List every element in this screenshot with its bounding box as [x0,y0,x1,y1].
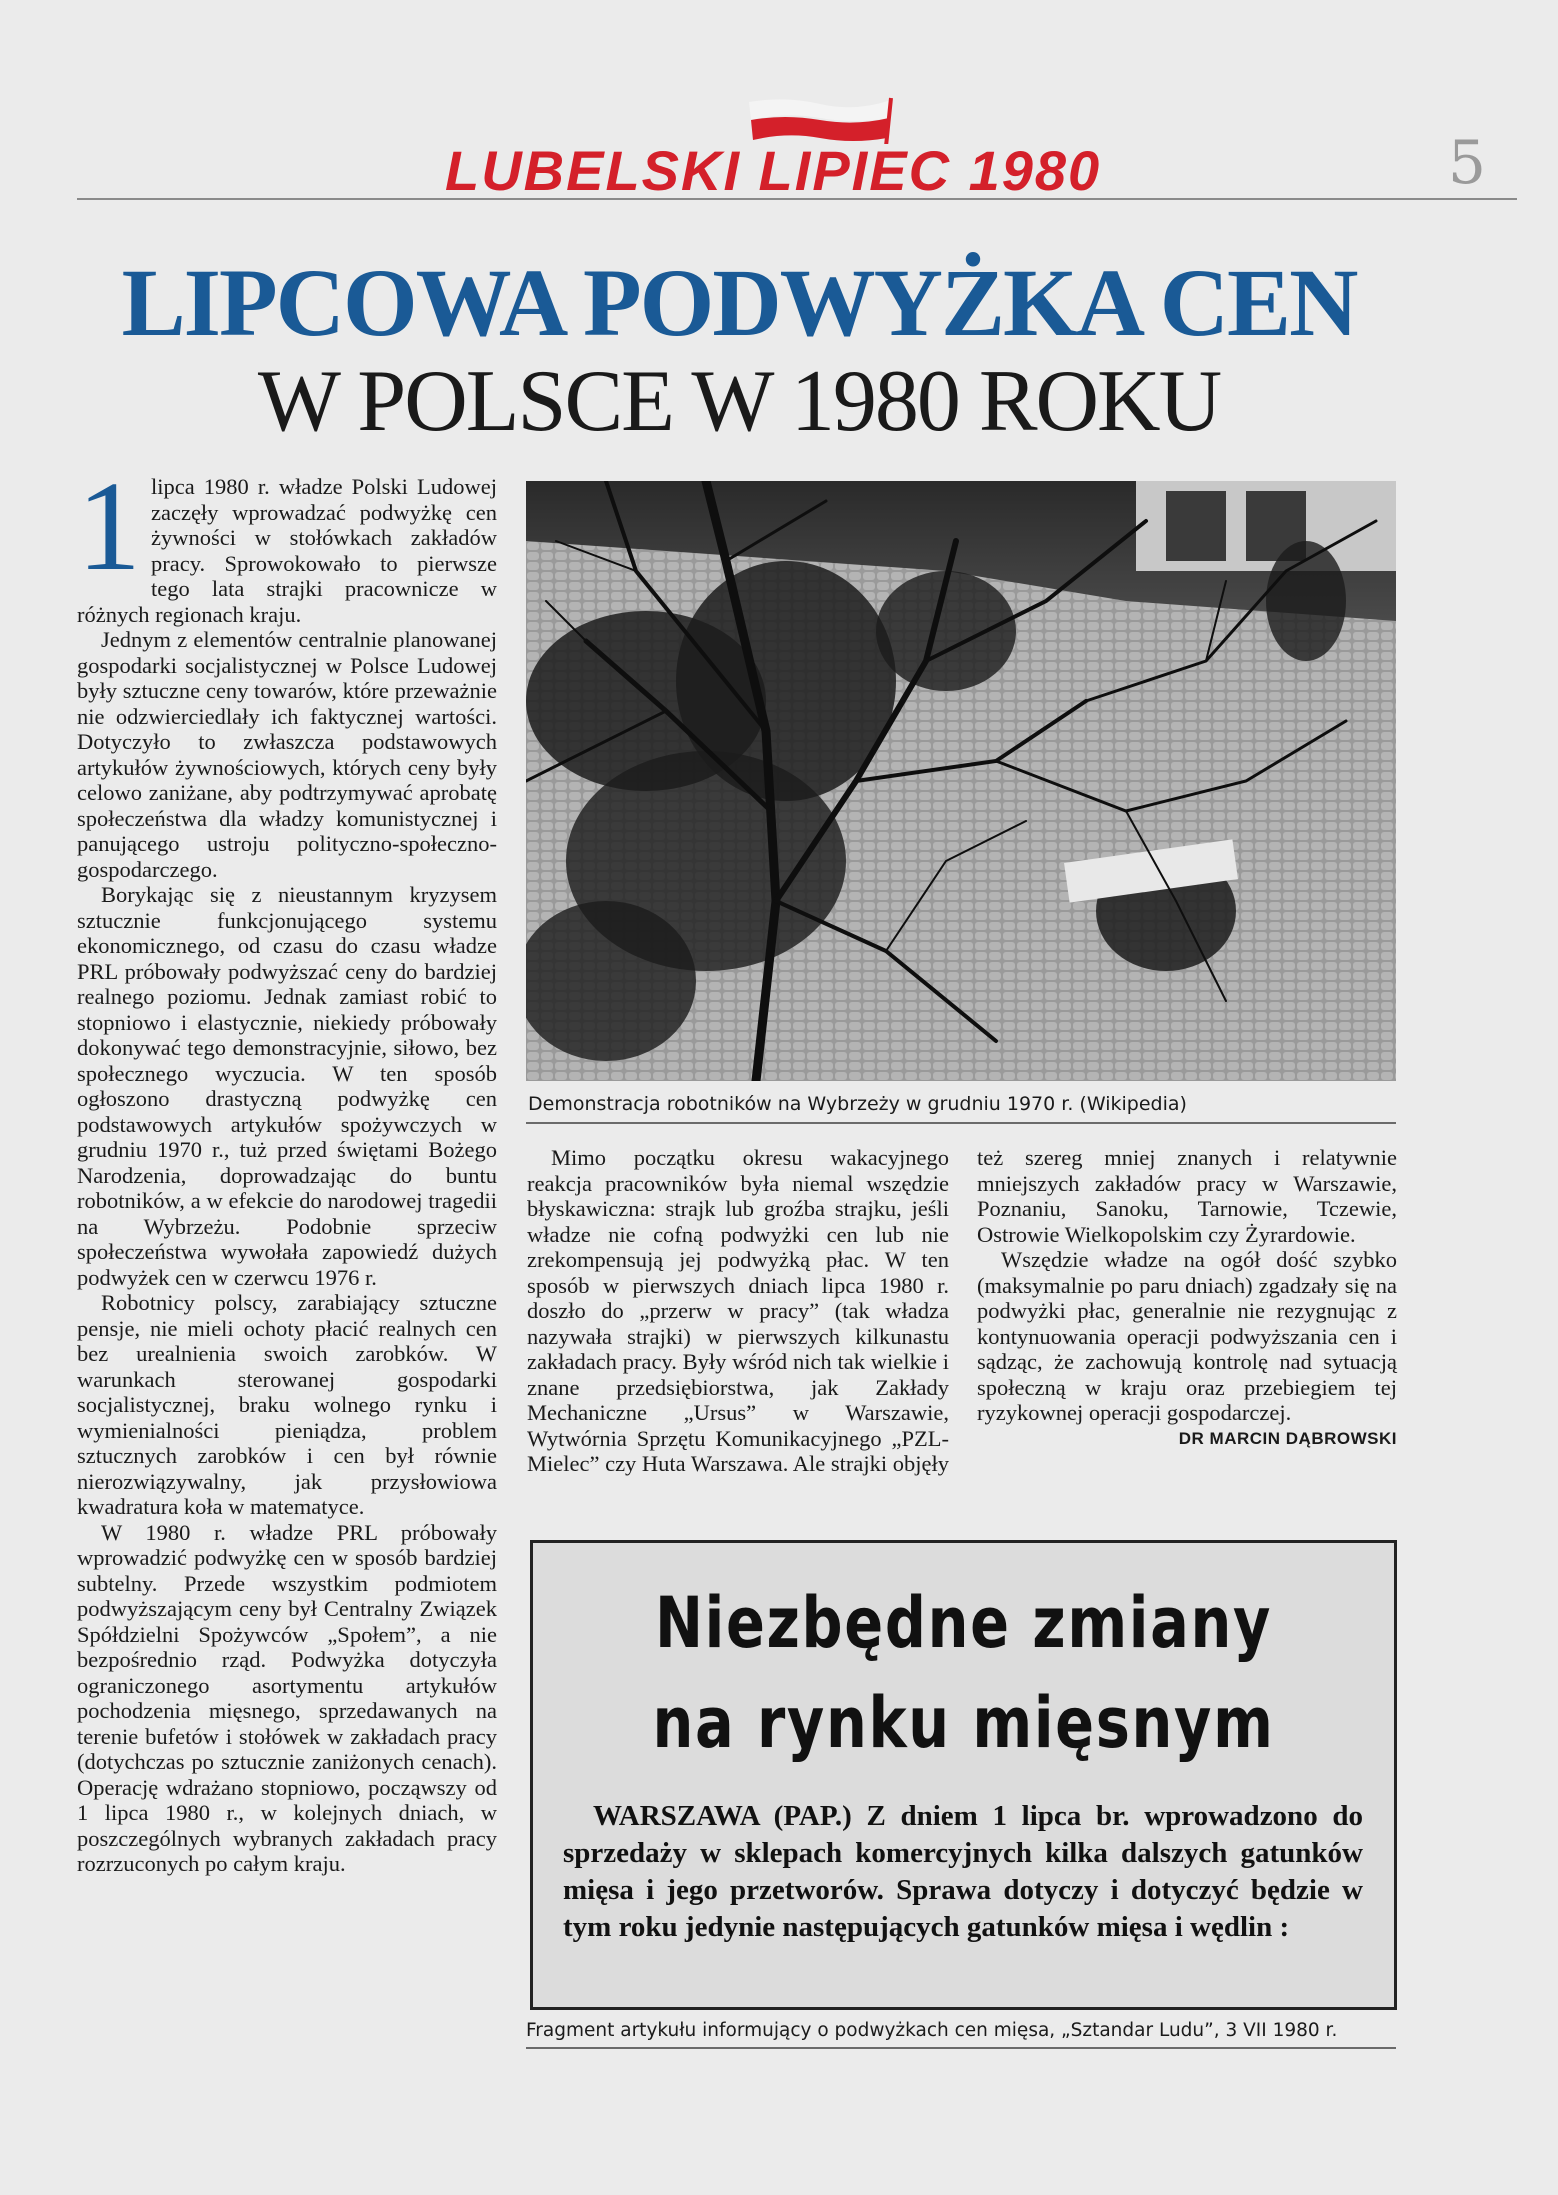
article-column-2 [527,1145,949,1477]
article-paragraph: Wszędzie władze na ogół dość szybko (maksymalnie po paru dniach) zgadzały się na podwyżki płac, generalnie nie rezygnując z kontynuowania operacji podwyższania cen i sądząc, że zachowują kontrolę nad sytuacją społeczną w kraju oraz przebiegiem tej ryzykownej operacji gospodarczej. [977,1247,1397,1425]
newspaper-clipping [530,1540,1397,2010]
article-paragraph: 1 lipca 1980 r. władze Polski Ludowej zaczęły wprowadzać podwyżkę cen żywności w stołówkach zakładów pracy. Sprowokowało to pierwsze tego lata strajki pracownicze w różnych regionach kraju. [77,455,497,627]
photo-illustration [526,481,1396,1081]
article-paragraph: Robotnicy polscy, zarabiający sztuczne pensje, nie mieli ochoty płacić realnych cen bez urealnienia swoich zarobków. W warunkach sterowanej gospodarki socjalistycznej, braku wolnego rynku i wymienialności pieniądza, problem sztucznych zarobków i cen był równie nierozwiązywalny, jak przysłowiowa kwadratura koła w matematyce. [77,1290,497,1519]
clipping-headline-line-1: Niezbędne zmiany [654,1582,1273,1664]
masthead-logo [445,120,1102,202]
headline-sub: W POLSCE W 1980 ROKU [257,353,1221,450]
article-paragraph: Borykając się z nieustannym kryzysem sztucznie funkcjonującego systemu ekonomicznego, od czasu do czasu władze PRL próbowały podwyższać ceny do bardziej realnego poziomu. Jednak zamiast robić to stopniowo i elastycznie, niekiedy próbowały dokonywać tego demonstracyjnie, siłowo, bez społecznego wyczucia. W ten sposób ogłoszono drastyczną podwyżkę cen podstawowych artykułów spożywczych w grudniu 1970 r., tuż przed świętami Bożego Narodzenia, doprowadzając do buntu robotników, a w efekcie do narodowej tragedii na Wybrzeżu. Podobnie sprzeciw społeczeństwa wywołała zapowiedź dużych podwyżek cen w czerwcu 1976 r. [77,882,497,1290]
page-number: 5 [1447,128,1486,198]
caption-divider [526,1122,1396,1124]
article-column-1 [77,455,497,1877]
article-paragraph: Jednym z elementów centralnie planowanej gospodarki socjalistycznej w Polsce Ludowej były sztuczne ceny towarów, które przeważnie nie odzwierciedlały ich faktycznej wartości. Dotyczyło to zwłaszcza podstawowych artykułów żywnościowych, których ceny były celowo zaniżane, aby podtrzymywać aprobatę społeczeństwa dla władzy komunistycznej i panującego ustroju polityczno-społeczno-gospodarczego. [77,627,497,882]
article-paragraph: W 1980 r. władze PRL próbowały wprowadzić podwyżkę cen w sposób bardziej subtelny. Przede wszystkim podmiotem podwyższającym ceny był Centralny Związek Spółdzielni Spożywców „Społem”, a nie bezpośrednio rząd. Podwyżka dotyczyła ograniczonego asortymentu artykułów pochodzenia mięsnego, sprzedawanych na terenie bufetów i stołówek w zakładach pracy (dotychczas po sztucznie zaniżonych cenach). Operację wdrażano stopniowo, począwszy od 1 lipca 1980 r., w kolejnych dniach, w poszczególnych wybranych zakładach pracy rozrzuconych po całym kraju. [77,1519,497,1876]
polish-flag-icon [745,96,895,144]
headline-main: LIPCOWA PODWYŻKA CEN [121,249,1357,356]
clipping-headline [610,1573,1316,1773]
caption-divider [526,2047,1396,2049]
masthead-title: LUBELSKI LIPIEC 1980 [445,139,1102,202]
article-column-3 [977,1145,1397,1451]
drop-cap: 1 [77,455,141,597]
clipping-body: WARSZAWA (PAP.) Z dniem 1 lipca br. wprowadzono do sprzedaży w sklepach komercyjnych kilka dalszych gatunków mięsa i jego przetworów. Sprawa dotyczy i dotyczyć będzie w tym roku jedynie następujących gatunków mięsa i wędlin : [563,1800,1363,1943]
demonstration-photo [526,481,1396,1081]
article-paragraph: Mimo początku okresu wakacyjnego reakcja pracowników była niemal wszędzie błyskawiczna: strajk lub groźba strajku, jeśli władze nie cofną podwyżki cen lub nie zrekompensują jej podwyżką płac. W ten sposób w pierwszych dniach lipca 1980 r. doszło do „przerw w pracy” (tak władza nazywała strajki) w pierwszych kilkunastu zakładach pracy. Były wśród nich tak wielkie i znane przedsiębiorstwa, jak Zakłady Mechaniczne „Ursus” w Warszawie, Wytwórnia Sprzętu Komunikacyjnego „PZL-Mielec” czy Huta Warszawa. Ale strajki objęły [527,1145,949,1476]
author-byline: DR MARCIN DĄBROWSKI [1178,1428,1397,1448]
header-divider [77,198,1517,200]
clipping-headline-line-2: na rynku mięsnym [652,1682,1275,1764]
article-paragraph: też szereg mniej znanych i relatywnie mniejszych zakładów pracy w Warszawie, Poznaniu, Sanoku, Tarnowie, Tczewie, Ostrowie Wielkopolskim czy Żyrardowie. [977,1145,1397,1247]
photo-caption: Demonstracja robotników na Wybrzeży w grudniu 1970 r. (Wikipedia) [528,1093,1187,1115]
clipping-caption: Fragment artykułu informujący o podwyżkach cen mięsa, „Sztandar Ludu”, 3 VII 1980 r. [526,2020,1338,2041]
